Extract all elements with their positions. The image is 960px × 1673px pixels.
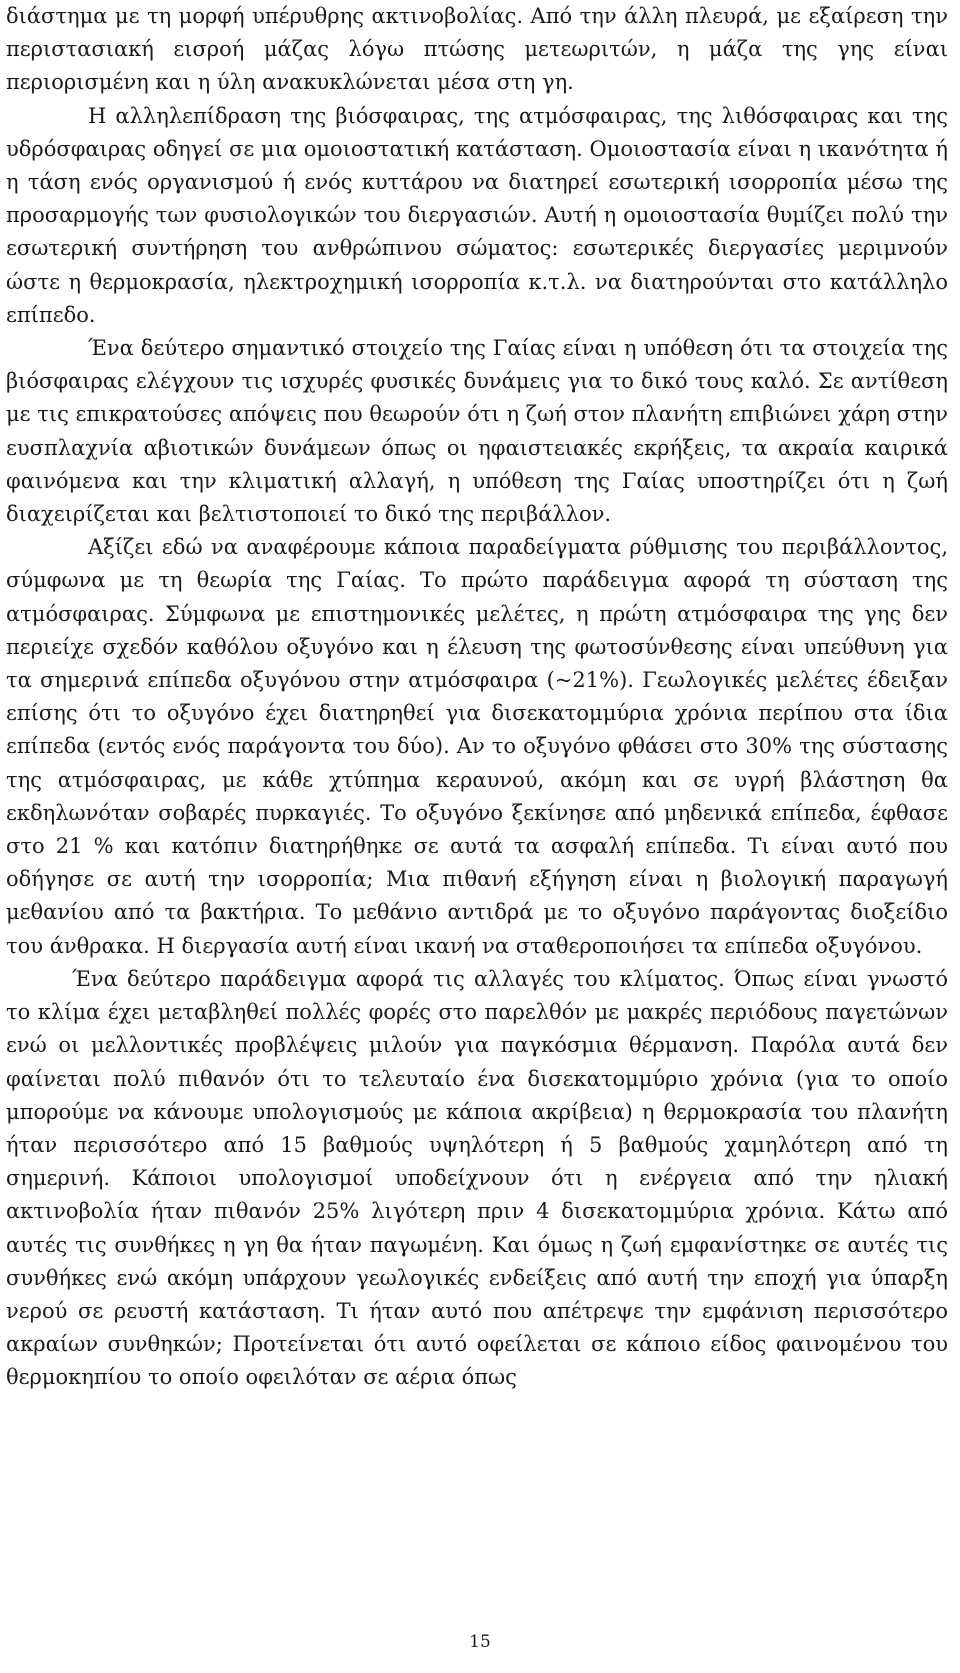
paragraph-3: Ένα δεύτερο σημαντικό στοιχείο της Γαίας είναι η υπόθεση ότι τα στοιχεία της βιόσφαιρας ελέγχουν τις ισχυρές φυσικές δυνάμεις για το δικό τους καλό. Σε αντίθεση με τις επικρατούσες απόψεις που θεωρούν ότι η ζωή στον πλανήτη επιβιώνει χάρη στην ευσπλαχνία αβιοτικών δυνάμεων όπως οι ηφαιστειακές εκρήξεις, τα ακραία καιρικά φαινόμενα και την κλιματική αλλαγή, η υπόθεση της Γαίας υποστηρίζει ότι η ζωή διαχειρίζεται και βελτιστοποιεί το δικό της περιβάλλον. [6,336,948,527]
page-number: 15 [469,1632,491,1652]
paragraph-2: Η αλληλεπίδραση της βιόσφαιρας, της ατμόσφαιρας, της λιθόσφαιρας και της υδρόσφαιρας οδηγεί σε μια ομοιοστατική κατάσταση. Ομοιοστασία είναι η ικανότητα ή η τάση ενός οργανισμού ή ενός κυττάρου να διατηρεί εσωτερική ισορροπία μέσω της προσαρμογής των φυσιολογικών του διεργασιών. Αυτή η ομοιοστασία θυμίζει πολύ την εσωτερική συντήρηση του ανθρώπινου σώματος: εσωτερικές διεργασίες μεριμνούν ώστε η θερμοκρασία, ηλεκτροχημική ισορροπία κ.τ.λ. να διατηρούνται στο κατάλληλο επίπεδο. [6,103,948,327]
paragraph-4: Αξίζει εδώ να αναφέρουμε κάποια παραδείγματα ρύθμισης του περιβάλλοντος, σύμφωνα με τη θεωρία της Γαίας. Το πρώτο παράδειγμα αφορά τη σύσταση της ατμόσφαιρας. Σύμφωνα με επιστημονικές μελέτες, η πρώτη ατμόσφαιρα της γης δεν περιείχε σχεδόν καθόλου οξυγόνο και η έλευση της φωτοσύνθεσης είναι υπεύθυνη για τα σημερινά επίπεδα οξυγόνου στην ατμόσφαιρα (~21%). Γεωλογικές μελέτες έδειξαν επίσης ότι το οξυγόνο έχει διατηρηθεί για δισεκατομμύρια χρόνια περίπου στα ίδια επίπεδα (εντός ενός παράγοντα του δύο). Αν το οξυγόνο φθάσει στο 30% της σύστασης της ατμόσφαιρας, με κάθε χτύπημα κεραυνού, ακόμη και σε υγρή βλάστηση θα εκδηλωνόταν σοβαρές πυρκαγιές. Το οξυγόνο ξεκίνησε από μηδενικά επίπεδα, έφθασε στο 21 % και κατόπιν διατηρήθηκε σε αυτά τα ασφαλή επίπεδα. Τι είναι αυτό που οδήγησε σε αυτή την ισορροπία; Μια πιθανή εξήγηση είναι η βιολογική παραγωγή μεθανίου από τα βακτήρια. Το μεθάνιο αντιδρά με το οξυγόνο παράγοντας διοξείδιο του άνθρακα. Η διεργασία αυτή είναι ικανή να σταθεροποιήσει τα επίπεδα οξυγόνου. [6,535,948,958]
paragraph-5: Ένα δεύτερο παράδειγμα αφορά τις αλλαγές του κλίματος. Όπως είναι γνωστό το κλίμα έχει μεταβληθεί πολλές φορές στο παρελθόν με μακρές περιόδους παγετώνων ενώ οι μελλοντικές προβλέψεις μιλούν για παγκόσμια θέρμανση. Παρόλα αυτά δεν φαίνεται πολύ πιθανόν ότι το τελευταίο ένα δισεκατομμύριο χρόνια (για το οποίο μπορούμε να κάνουμε υπολογισμούς με κάποια ακρίβεια) η θερμοκρασία του πλανήτη ήταν περισσότερο από 15 βαθμούς υψηλότερη ή 5 βαθμούς χαμηλότερη από τη σημερινή. Κάποιοι υπολογισμοί υποδείχνουν ότι η ενέργεια από την ηλιακή ακτινοβολία ήταν πιθανόν 25% λιγότερη πριν 4 δισεκατομμύρια χρόνια. Κάτω από αυτές τις συνθήκες η γη θα ήταν παγωμένη. Και όμως η ζωή εμφανίστηκε σε αυτές τις συνθήκες ενώ ακόμη υπάρχουν γεωλογικές ενδείξεις από αυτή την εποχή για ύπαρξη νερού σε ρευστή κατάσταση. Τι ήταν αυτό που απέτρεψε την εμφάνιση περισσότερο ακραίων συνθηκών; Προτείνεται ότι αυτό οφείλεται σε κάποιο είδος φαινομένου του θερμοκηπίου το οποίο οφειλόταν σε αέρια όπως [6,966,948,1390]
body-text [6,0,948,1395]
paragraph-1: διάστημα με τη μορφή υπέρυθρης ακτινοβολίας. Από την άλλη πλευρά, με εξαίρεση την περιστασιακή εισροή μάζας λόγω πτώσης μετεωριτών, η μάζα της γης είναι περιορισμένη και η ύλη ανακυκλώνεται μέσα στη γη. [6,4,948,95]
